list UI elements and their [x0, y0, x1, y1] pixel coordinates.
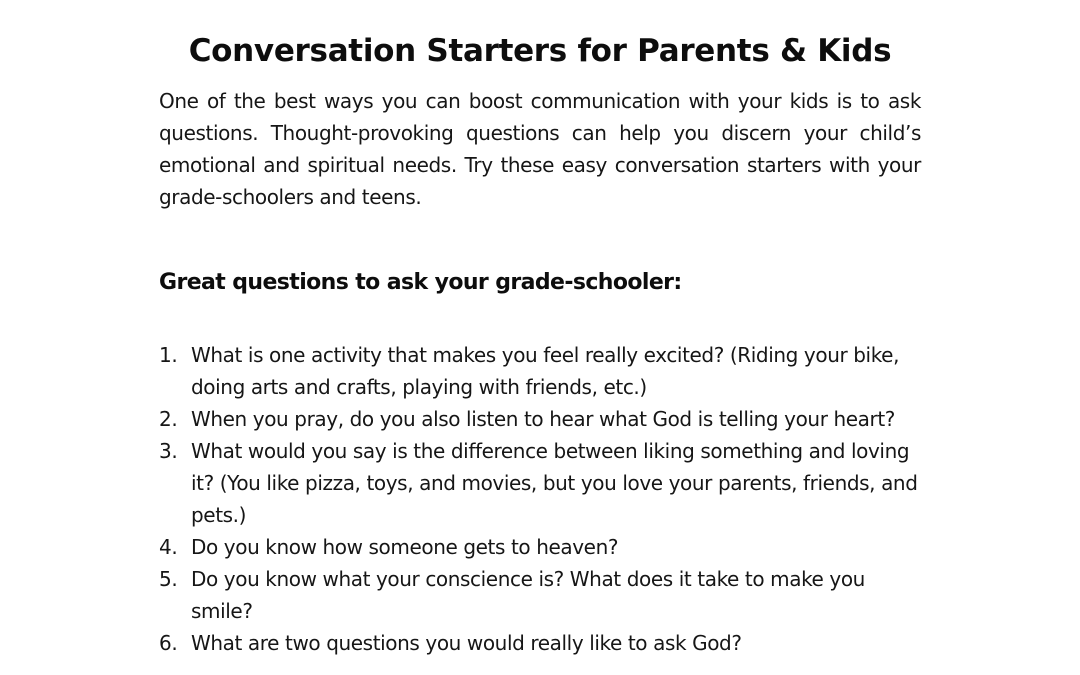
list-item-number: 6.	[159, 631, 178, 655]
list-item-text: What are two questions you would really like to ask God?	[191, 631, 742, 655]
list-item	[159, 627, 921, 659]
intro-paragraph: One of the best ways you can boost communication with your kids is to ask questions. Thought-provoking questions can help you discern your child’s emotional and spiritual needs. Try these easy conversation starters with your grade-schoolers and teens.	[159, 89, 921, 209]
list-item	[159, 563, 921, 627]
list-item	[159, 531, 921, 563]
list-item-number: 4.	[159, 535, 178, 559]
list-item	[159, 435, 921, 531]
list-item-text: What would you say is the difference between liking something and loving it? (You like pizza, toys, and movies, but you love your parents, friends, and pets.)	[191, 439, 918, 527]
section-heading: Great questions to ask your grade-schooler:	[159, 270, 682, 295]
list-item-text: What is one activity that makes you feel really excited? (Riding your bike, doing arts and crafts, playing with friends, etc.)	[191, 343, 900, 399]
list-item-text: Do you know what your conscience is? What does it take to make you smile?	[191, 567, 865, 623]
list-item	[159, 339, 921, 403]
page-title: Conversation Starters for Parents & Kids	[188, 32, 892, 69]
questions-list	[159, 339, 921, 659]
list-item-text: Do you know how someone gets to heaven?	[191, 535, 619, 559]
list-item-number: 3.	[159, 439, 178, 463]
list-item-number: 5.	[159, 567, 178, 591]
list-item-number: 1.	[159, 343, 178, 367]
list-item-number: 2.	[159, 407, 178, 431]
list-item-text: When you pray, do you also listen to hear what God is telling your heart?	[191, 407, 896, 431]
list-item	[159, 403, 921, 435]
